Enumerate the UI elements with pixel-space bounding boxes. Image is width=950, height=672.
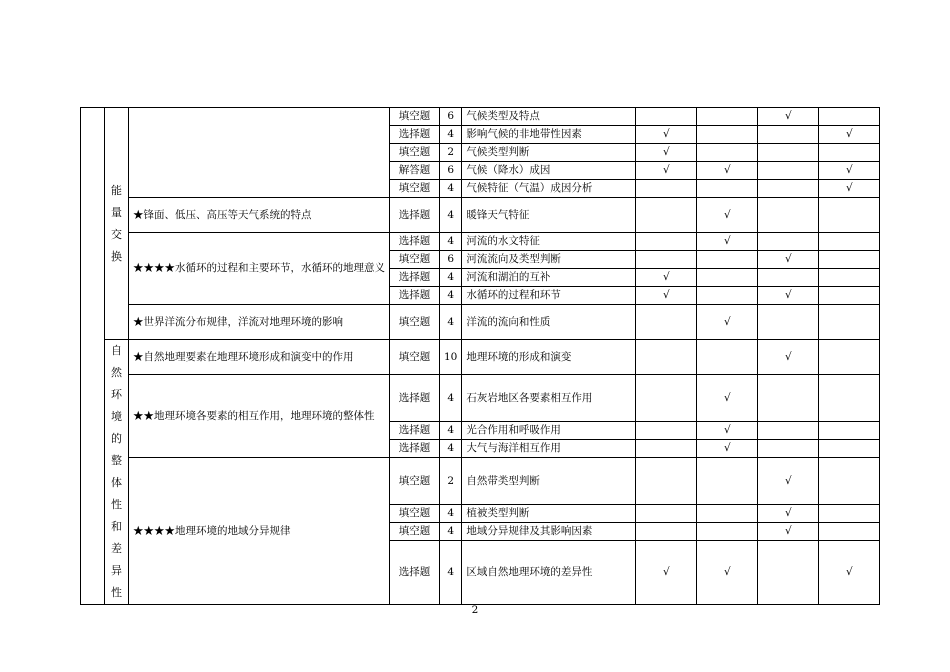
check-mark — [819, 233, 880, 251]
requirement-cell — [129, 108, 390, 198]
check-mark — [636, 198, 697, 233]
check-mark — [697, 180, 758, 198]
check-mark — [697, 126, 758, 144]
check-mark — [697, 108, 758, 126]
check-mark — [636, 251, 697, 269]
requirement-cell: ★锋面、低压、高压等天气系统的特点 — [129, 198, 390, 233]
check-mark — [758, 541, 819, 605]
table-row — [81, 375, 880, 422]
check-mark: √ — [819, 126, 880, 144]
question-type: 解答题 — [390, 162, 440, 180]
check-mark — [758, 162, 819, 180]
check-mark — [636, 523, 697, 541]
check-mark — [819, 340, 880, 375]
question-score: 4 — [440, 440, 462, 458]
table-row — [81, 305, 880, 340]
check-mark — [819, 375, 880, 422]
question-score: 4 — [440, 233, 462, 251]
check-mark: √ — [758, 458, 819, 505]
question-content: 河流和湖泊的互补 — [462, 269, 636, 287]
check-mark: √ — [758, 251, 819, 269]
check-mark — [758, 144, 819, 162]
check-mark — [819, 458, 880, 505]
question-score: 4 — [440, 126, 462, 144]
question-content: 水循环的过程和环节 — [462, 287, 636, 305]
check-mark — [697, 144, 758, 162]
check-mark: √ — [636, 287, 697, 305]
page-number: 2 — [471, 604, 479, 616]
question-content: 自然带类型判断 — [462, 458, 636, 505]
question-content: 石灰岩地区各要素相互作用 — [462, 375, 636, 422]
check-mark — [819, 287, 880, 305]
question-content: 气候类型判断 — [462, 144, 636, 162]
check-mark — [758, 440, 819, 458]
check-mark — [697, 523, 758, 541]
question-score: 4 — [440, 180, 462, 198]
check-mark: √ — [697, 162, 758, 180]
check-mark — [697, 340, 758, 375]
check-mark: √ — [819, 162, 880, 180]
question-content: 暖锋天气特征 — [462, 198, 636, 233]
check-mark — [819, 251, 880, 269]
question-type: 填空题 — [390, 108, 440, 126]
question-score: 4 — [440, 269, 462, 287]
check-mark: √ — [758, 523, 819, 541]
question-score: 4 — [440, 505, 462, 523]
check-mark — [819, 305, 880, 340]
check-mark — [758, 198, 819, 233]
question-content: 大气与海洋相互作用 — [462, 440, 636, 458]
question-score: 4 — [440, 305, 462, 340]
check-mark: √ — [697, 375, 758, 422]
question-type: 选择题 — [390, 440, 440, 458]
check-mark: √ — [636, 144, 697, 162]
question-score: 4 — [440, 287, 462, 305]
group-label: 自然环境的整体性和差异性 — [111, 344, 122, 599]
question-type: 填空题 — [390, 144, 440, 162]
question-score: 10 — [440, 340, 462, 375]
question-score: 4 — [440, 541, 462, 605]
question-type: 选择题 — [390, 422, 440, 440]
question-score: 4 — [440, 422, 462, 440]
check-mark — [758, 233, 819, 251]
question-type: 选择题 — [390, 233, 440, 251]
check-mark — [636, 375, 697, 422]
question-score: 2 — [440, 144, 462, 162]
check-mark — [819, 198, 880, 233]
check-mark: √ — [819, 180, 880, 198]
question-type: 选择题 — [390, 375, 440, 422]
question-type: 选择题 — [390, 269, 440, 287]
check-mark — [819, 505, 880, 523]
question-content: 植被类型判断 — [462, 505, 636, 523]
check-mark: √ — [697, 541, 758, 605]
group-label-cell — [105, 340, 129, 605]
requirement-cell: ★★★★水循环的过程和主要环节，水循环的地理意义 — [129, 233, 390, 305]
check-mark — [758, 180, 819, 198]
table-row — [81, 233, 880, 251]
check-mark — [819, 108, 880, 126]
check-mark: √ — [697, 422, 758, 440]
question-type: 填空题 — [390, 251, 440, 269]
question-content: 地理环境的形成和演变 — [462, 340, 636, 375]
check-mark — [697, 287, 758, 305]
check-mark: √ — [758, 505, 819, 523]
check-mark — [819, 422, 880, 440]
check-mark — [697, 251, 758, 269]
question-score: 6 — [440, 108, 462, 126]
check-mark: √ — [819, 541, 880, 605]
check-mark — [636, 180, 697, 198]
question-type: 填空题 — [390, 523, 440, 541]
check-mark — [819, 440, 880, 458]
check-mark — [758, 305, 819, 340]
question-score: 6 — [440, 251, 462, 269]
question-score: 4 — [440, 523, 462, 541]
question-content: 气候类型及特点 — [462, 108, 636, 126]
table-row — [81, 458, 880, 505]
requirement-cell: ★世界洋流分布规律，洋流对地理环境的影响 — [129, 305, 390, 340]
question-content: 区域自然地理环境的差异性 — [462, 541, 636, 605]
group-label-cell — [105, 108, 129, 340]
check-mark: √ — [636, 126, 697, 144]
check-mark — [636, 440, 697, 458]
question-content: 河流的水文特征 — [462, 233, 636, 251]
check-mark — [697, 505, 758, 523]
table-row — [81, 198, 880, 233]
check-mark: √ — [697, 305, 758, 340]
question-score: 6 — [440, 162, 462, 180]
check-mark — [758, 126, 819, 144]
check-mark: √ — [697, 233, 758, 251]
check-mark — [636, 108, 697, 126]
question-content: 洋流的流向和性质 — [462, 305, 636, 340]
question-content: 影响气候的非地带性因素 — [462, 126, 636, 144]
check-mark — [819, 144, 880, 162]
question-content: 地域分异规律及其影响因素 — [462, 523, 636, 541]
requirement-cell: ★自然地理要素在地理环境形成和演变中的作用 — [129, 340, 390, 375]
table-row — [81, 108, 880, 126]
check-mark — [819, 523, 880, 541]
check-mark: √ — [636, 162, 697, 180]
question-content: 气候特征（气温）成因分析 — [462, 180, 636, 198]
check-mark — [819, 269, 880, 287]
check-mark: √ — [758, 287, 819, 305]
check-mark: √ — [758, 340, 819, 375]
check-mark: √ — [697, 440, 758, 458]
requirement-cell: ★★★★地理环境的地域分异规律 — [129, 458, 390, 605]
question-type: 选择题 — [390, 287, 440, 305]
check-mark — [758, 422, 819, 440]
check-mark — [758, 375, 819, 422]
check-mark — [697, 458, 758, 505]
check-mark: √ — [758, 108, 819, 126]
check-mark — [636, 233, 697, 251]
question-type: 填空题 — [390, 180, 440, 198]
check-mark: √ — [636, 269, 697, 287]
check-mark: √ — [636, 541, 697, 605]
check-mark — [636, 340, 697, 375]
question-content: 光合作用和呼吸作用 — [462, 422, 636, 440]
question-score: 4 — [440, 198, 462, 233]
check-mark — [758, 269, 819, 287]
check-mark — [636, 305, 697, 340]
question-score: 4 — [440, 375, 462, 422]
question-type: 填空题 — [390, 340, 440, 375]
check-mark — [636, 458, 697, 505]
question-type: 选择题 — [390, 198, 440, 233]
question-type: 选择题 — [390, 126, 440, 144]
question-score: 2 — [440, 458, 462, 505]
table-row — [81, 340, 880, 375]
check-mark — [697, 269, 758, 287]
question-type: 填空题 — [390, 505, 440, 523]
question-type: 选择题 — [390, 541, 440, 605]
question-content: 河流流向及类型判断 — [462, 251, 636, 269]
outer-blank-cell — [81, 108, 105, 605]
check-mark: √ — [697, 198, 758, 233]
check-mark — [636, 505, 697, 523]
question-type: 填空题 — [390, 305, 440, 340]
exam-analysis-table — [80, 107, 880, 605]
question-type: 填空题 — [390, 458, 440, 505]
check-mark — [636, 422, 697, 440]
requirement-cell: ★★地理环境各要素的相互作用，地理环境的整体性 — [129, 375, 390, 458]
question-content: 气候（降水）成因 — [462, 162, 636, 180]
group-label: 能量交换 — [111, 183, 122, 263]
